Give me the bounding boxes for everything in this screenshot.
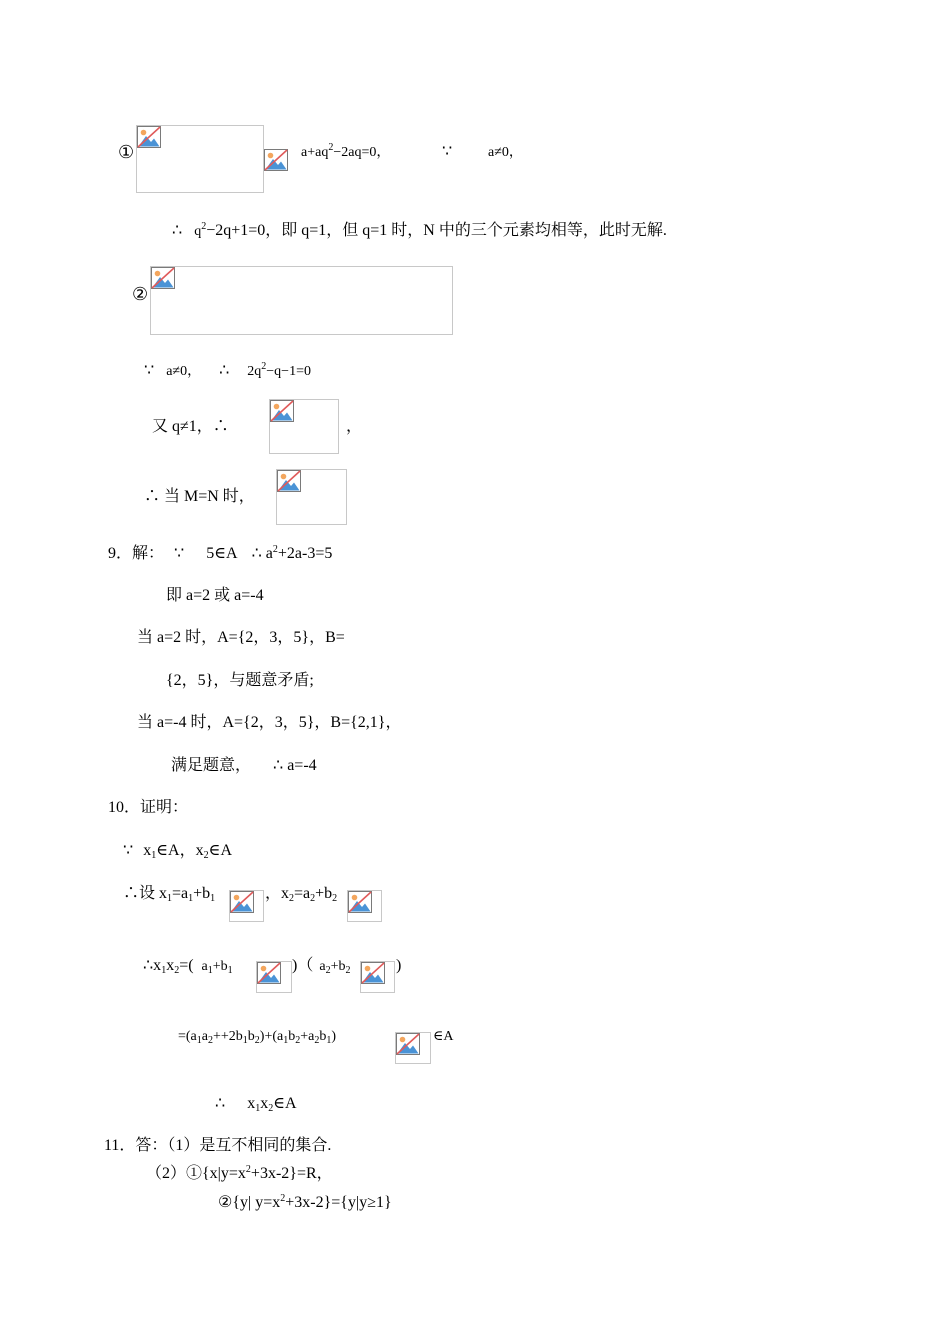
because-symbol: ∵	[442, 143, 453, 160]
circled-one-marker: ①	[118, 142, 135, 162]
problem-9-line-1: 9．解： ∵ 5∈A ∴ $a^2+2a-3=5$	[108, 544, 333, 562]
equation-image-small	[276, 469, 347, 525]
problem-9-line-3: 当 a=2 时，A={2，3，5}，B=	[137, 629, 345, 646]
broken-image-icon	[361, 962, 385, 984]
problem-9-line-5: 当 a=-4 时，A={2，3，5}，B={2,1}，	[137, 714, 402, 731]
problem-11-line-3: ②{y| $y=x^2+3x-2\}=\{y|y\ge 1\}$	[218, 1193, 392, 1211]
problem-11-line-2: $(2)①\{x|y=x^2+3x-2\}=R$，	[146, 1164, 333, 1182]
inline-image	[347, 890, 382, 922]
broken-image-icon	[264, 149, 288, 171]
equation-image-small	[269, 399, 339, 454]
problem-10-line-4: $\therefore x_1x_2=$( $a_1+b_1$	[143, 957, 233, 976]
closing-paren: )	[396, 957, 402, 974]
condition-text: a≠0，	[488, 145, 523, 160]
inline-image	[395, 1032, 431, 1064]
problem-10-line-2: ∵ $x_1\in A$，$x_2\in A$	[123, 842, 232, 861]
broken-image-icon	[151, 267, 175, 289]
solution-line-2: ∴ $q^2-2q+1=0$，即 q=1，但 q=1 时，N 中的三个元素均相等，此时无解.	[172, 221, 667, 239]
broken-image-icon	[277, 470, 301, 492]
problem-9-line-4: {2，5}，与题意矛盾;	[166, 672, 314, 689]
problem-11-heading: 11．答：（1）是互不相同的集合.	[104, 1137, 332, 1154]
inline-image	[360, 961, 395, 993]
problem-10-line-3b: ，$x_2=a_2+b_2$	[265, 885, 338, 904]
broken-image-icon	[396, 1033, 420, 1055]
problem-10-line-4b: )（ $a_2+b_2$	[292, 957, 351, 976]
problem-10-line-6: ∴ $x_1x_2\in A$	[215, 1095, 297, 1114]
problem-10-line-3: ∴设 $x_1=a_1+b_1$	[123, 885, 216, 904]
inline-image	[229, 890, 264, 922]
equation-image-wide	[150, 266, 453, 335]
broken-image-icon	[230, 891, 254, 913]
broken-image-icon	[257, 962, 281, 984]
equation-line-1: $a+aq^2-2aq=0$，	[301, 142, 391, 160]
problem-10-line-5: $=(a_1a_2++2b_1b_2)+(a_1b_2+a_2b_1)$	[178, 1029, 337, 1046]
problem-10-heading: 10．证明：	[108, 799, 189, 816]
equation-image	[136, 125, 264, 193]
broken-image-icon	[348, 891, 372, 913]
inline-image	[256, 961, 292, 993]
problem-9-line-6: 满足题意， ∴ a=-4	[171, 757, 317, 774]
comma-text: ，	[346, 418, 363, 435]
problem-9-line-2: 即 a=2 或 a=-4	[166, 587, 264, 604]
solution-line-6: ∴ 当 M=N 时，	[144, 488, 255, 505]
solution-line-4: ∵ a≠0， ∴ $2q^2-q-1=0$	[144, 361, 311, 379]
element-of-a: ∈A	[433, 1029, 454, 1044]
circled-two-marker: ②	[132, 284, 149, 304]
broken-image-icon	[137, 126, 161, 148]
solution-line-5: 又 q≠1，∴	[152, 418, 229, 435]
inline-image	[264, 149, 288, 171]
broken-image-icon	[270, 400, 294, 422]
